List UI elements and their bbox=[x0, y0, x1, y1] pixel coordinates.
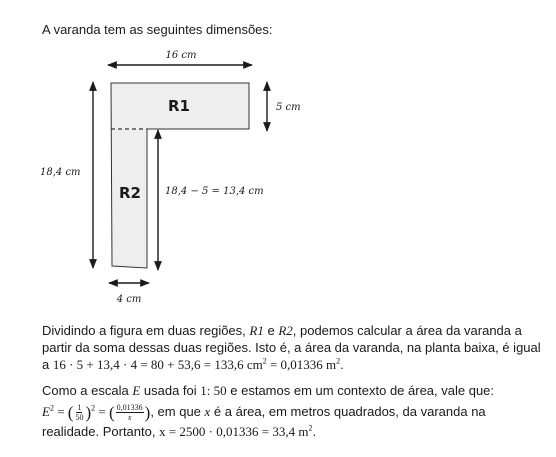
math-scale-symbol: E bbox=[132, 383, 141, 398]
fraction-denominator: 50 bbox=[75, 413, 84, 423]
math-exponent: 2 bbox=[91, 403, 96, 413]
fraction-denominator: x bbox=[127, 413, 132, 423]
intro-text: A varanda tem as seguintes dimensões: bbox=[42, 22, 273, 37]
dim-label-left: 18,4 cm bbox=[40, 167, 81, 178]
fraction-numerator: 1 bbox=[77, 403, 82, 413]
fraction-numerator: 0,01336 bbox=[116, 403, 143, 413]
math-equals: = bbox=[95, 404, 109, 419]
paragraph-region-sum bbox=[42, 322, 544, 373]
math-result: x = 2500 · 0,01336 = 33,4 m bbox=[159, 424, 309, 440]
dim-label-top: 16 cm bbox=[165, 50, 197, 61]
dim-label-inner: 18,4 − 5 = 13,4 cm bbox=[165, 186, 264, 197]
paren-open: ( bbox=[67, 403, 74, 423]
text-run: . bbox=[340, 357, 344, 372]
math-scale-value: 1: 50 bbox=[200, 383, 227, 398]
paren-close: ) bbox=[85, 403, 92, 423]
math-exponent: 2 bbox=[336, 356, 341, 366]
paragraph-conclusion bbox=[42, 402, 544, 441]
math-r1: R1 bbox=[249, 323, 264, 338]
dim-label-bottom: 4 cm bbox=[116, 294, 142, 305]
math-r2: R2 bbox=[278, 323, 293, 338]
text-run: usada foi bbox=[140, 383, 201, 398]
math-exponent: 2 bbox=[49, 403, 54, 413]
math-scale-symbol: E bbox=[42, 404, 50, 419]
text-run: é a área, em metros quadrados, da varanda na realidade. Portanto, bbox=[42, 404, 486, 440]
text-run: e estamos em um contexto de área, vale que: bbox=[226, 383, 495, 398]
math-area-meters: = 0,01336 m bbox=[266, 357, 337, 372]
paragraph-scale bbox=[42, 382, 544, 399]
math-exponent: 2 bbox=[262, 356, 267, 366]
math-exponent: 2 bbox=[308, 423, 313, 433]
text-run: Dividindo a figura em duas regiões, bbox=[42, 323, 250, 338]
paren-close: ) bbox=[144, 403, 151, 423]
text-run: e bbox=[263, 323, 279, 338]
dim-label-right: 5 cm bbox=[276, 102, 301, 113]
math-variable-x: x bbox=[204, 404, 211, 419]
fraction-scale bbox=[74, 403, 84, 422]
paren-open: ( bbox=[108, 403, 115, 423]
text-run: . bbox=[312, 424, 317, 440]
math-area-expression: 16 · 5 + 13,4 · 4 = 80 + 53,6 = 133,6 cm bbox=[52, 357, 263, 372]
text-run: Como a escala bbox=[42, 383, 133, 398]
region-label-r1: R1 bbox=[168, 97, 190, 115]
text-run: , podemos calcular a área da varanda a partir da soma dessas duas regiões. Isto é, a área da varanda, na planta baixa, é igual a bbox=[42, 323, 541, 372]
text-run: , em que bbox=[150, 404, 205, 419]
fraction-area bbox=[116, 403, 144, 422]
region-label-r2: R2 bbox=[119, 184, 141, 202]
math-equals: = bbox=[53, 404, 68, 419]
